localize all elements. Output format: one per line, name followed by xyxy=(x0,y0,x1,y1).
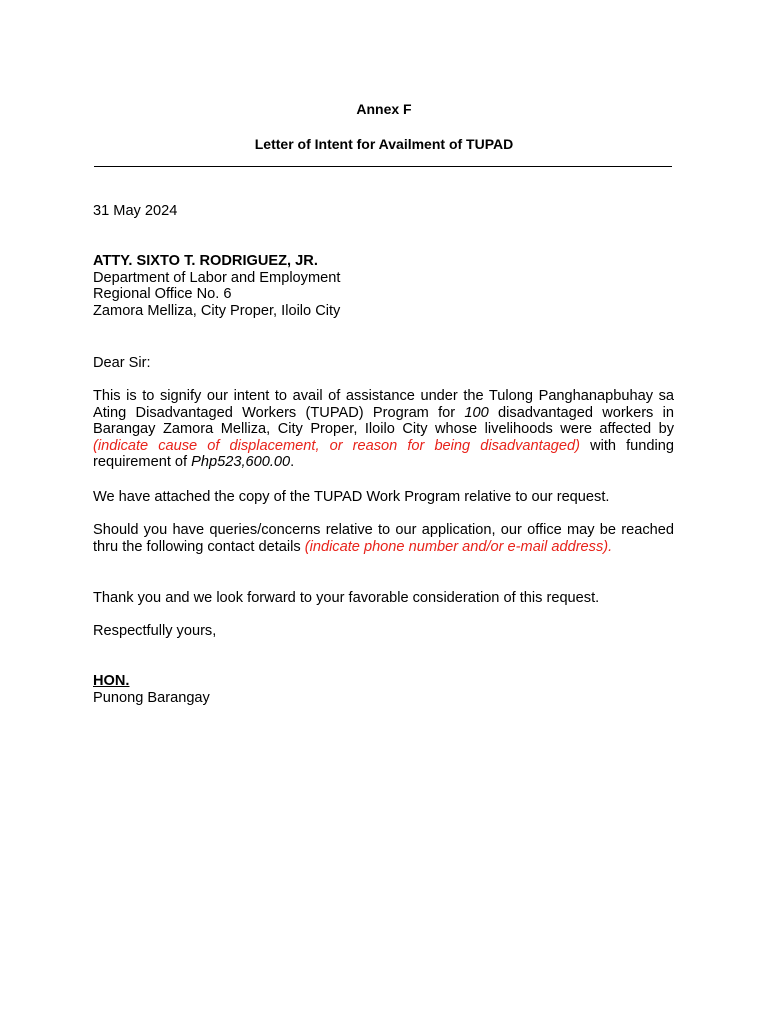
paragraph-contact-text: Should you have queries/concerns relative to our application, our office may be reached thru the following contact details xyxy=(93,522,674,555)
salutation: Dear Sir: xyxy=(93,355,151,371)
paragraph-intent xyxy=(93,388,674,471)
addressee-address: Zamora Melliza, City Proper, Iloilo City xyxy=(93,302,341,319)
closing: Respectfully yours, xyxy=(93,623,217,639)
annex-label: Annex F xyxy=(356,101,412,117)
signatory-name: HON. xyxy=(93,673,130,689)
addressee-department: Department of Labor and Employment xyxy=(93,269,341,286)
paragraph-attachment: We have attached the copy of the TUPAD Work Program relative to our request. xyxy=(93,489,610,505)
paragraph-thanks: Thank you and we look forward to your favorable consideration of this request. xyxy=(93,590,600,606)
displacement-placeholder: (indicate cause of displacement, or reason for being disadvantaged) xyxy=(93,437,581,454)
letter-date: 31 May 2024 xyxy=(93,203,178,219)
funding-amount: Php523,600.00 xyxy=(191,454,291,471)
addressee-name: ATTY. SIXTO T. RODRIGUEZ, JR. xyxy=(93,253,318,269)
document-title: Letter of Intent for Availment of TUPAD xyxy=(254,136,514,152)
paragraph-contact xyxy=(93,522,674,555)
paragraph-intent-text-4: . xyxy=(290,454,295,471)
addressee-block xyxy=(93,253,674,319)
signatory-position: Punong Barangay xyxy=(93,689,210,706)
addressee-office: Regional Office No. 6 xyxy=(93,286,232,303)
paragraph-intent-text-1: This is to signify our intent to avail of assistance under the Tulong Panghanapbuhay sa Ating Disadvantaged Workers (TUPAD) Program for xyxy=(93,388,674,421)
paragraph-intent-text-3: with funding requirement of xyxy=(93,437,674,471)
worker-count: 100 xyxy=(464,404,489,421)
title-divider xyxy=(94,166,672,167)
paragraph-intent-text-2: disadvantaged workers in Barangay Zamora Melliza, City Proper, Iloilo City whose livelihoods were affected by xyxy=(93,404,674,438)
contact-placeholder: (indicate phone number and/or e-mail address). xyxy=(304,538,613,555)
signatory-block xyxy=(93,673,674,706)
